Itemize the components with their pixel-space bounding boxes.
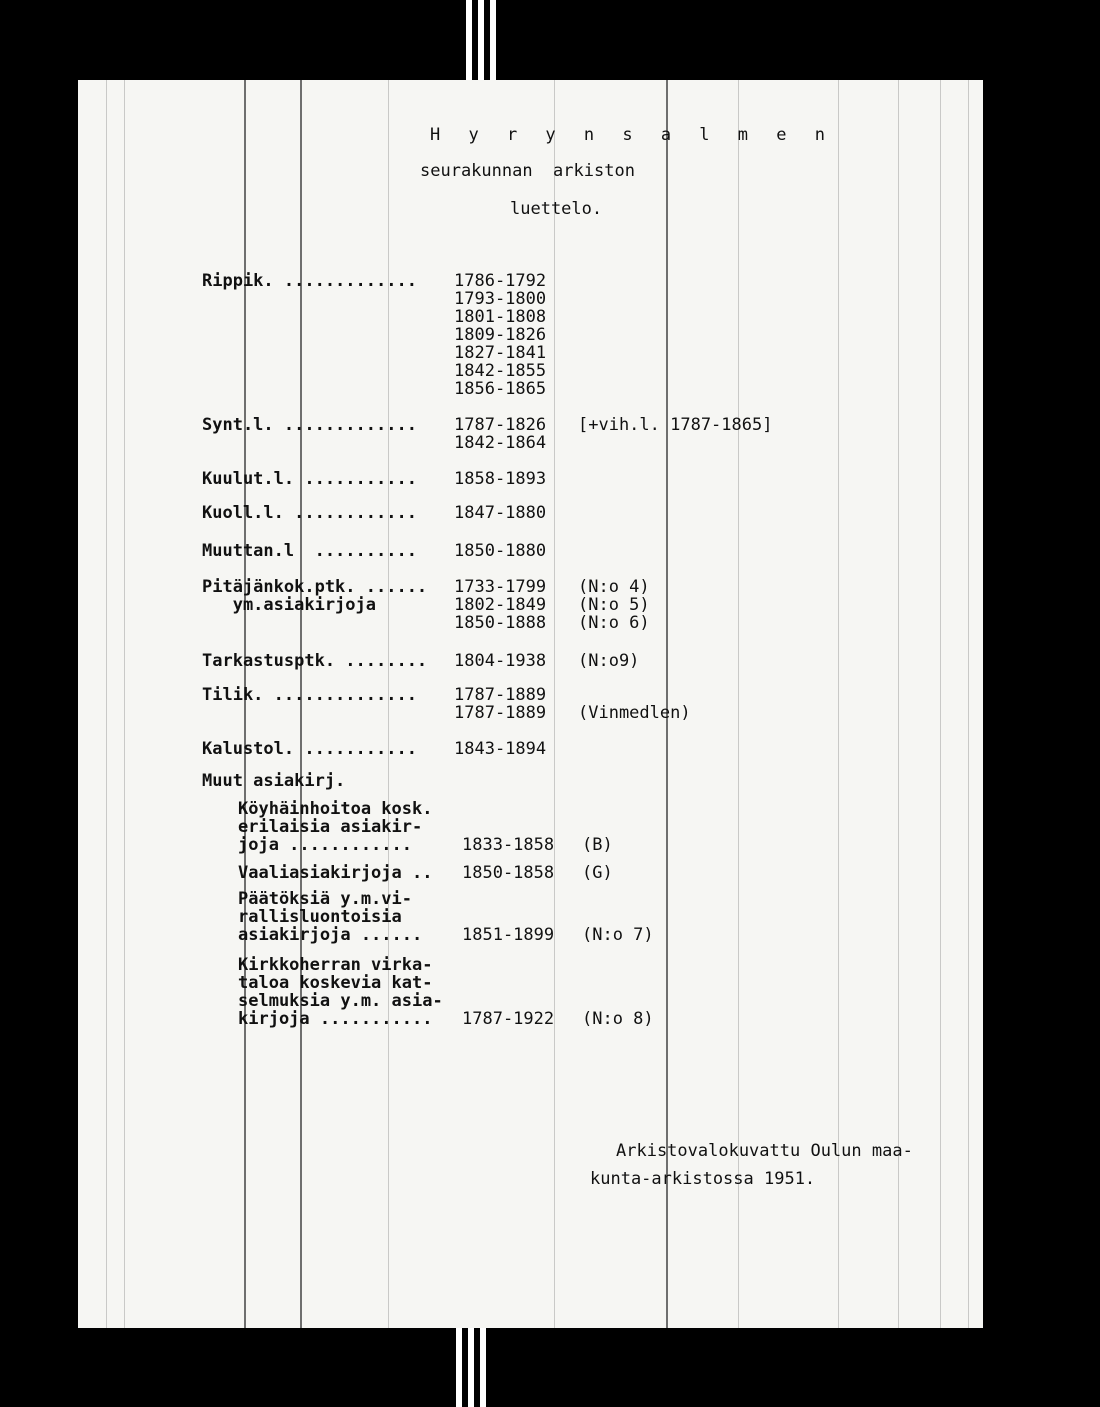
film-strip-top-mid <box>478 0 484 80</box>
muut-item-line: joja ............ <box>238 835 412 855</box>
row-note: (N:o9) <box>578 651 640 671</box>
title-line-2: seurakunnan arkiston <box>420 161 635 181</box>
footer-line-2: kunta-arkistossa 1951. <box>590 1169 816 1189</box>
row-year: 1842-1864 <box>454 433 547 453</box>
row-label: Synt.l. ............. <box>202 415 417 435</box>
film-strip-bottom-mid <box>468 1328 474 1407</box>
muut-item-line: asiakirjoja ...... <box>238 925 423 945</box>
row-label: Rippik. ............. <box>202 271 417 291</box>
row-year: 1858-1893 <box>454 469 547 489</box>
row-label: Tarkastusptk. ........ <box>202 651 428 671</box>
title-line-1: H y r y n s a l m e n <box>430 125 834 145</box>
row-year: 1827-1841 <box>454 343 547 363</box>
row-year: 1787-1826 <box>454 415 547 435</box>
row-label: ym.asiakirjoja <box>202 595 376 615</box>
row-year: 1847-1880 <box>454 503 547 523</box>
row-year: 1804-1938 <box>454 651 547 671</box>
muut-item-line: Päätöksiä y.m.vi- <box>238 889 412 909</box>
muut-item-years: 1833-1858 <box>462 835 555 855</box>
muut-item-note: (B) <box>582 835 613 855</box>
row-note: (N:o 5) <box>578 595 650 615</box>
document-page <box>78 80 983 1328</box>
film-strip-top-left <box>466 0 472 80</box>
row-year: 1786-1792 <box>454 271 547 291</box>
row-year: 1856-1865 <box>454 379 547 399</box>
row-year: 1733-1799 <box>454 577 547 597</box>
muut-item-years: 1851-1899 <box>462 925 555 945</box>
muut-item-line: taloa koskevia kat- <box>238 973 433 993</box>
row-year: 1843-1894 <box>454 739 547 759</box>
film-strip-bottom-left <box>456 1328 462 1407</box>
row-year: 1842-1855 <box>454 361 547 381</box>
row-year: 1801-1808 <box>454 307 547 327</box>
muut-item-line: kirjoja ........... <box>238 1009 433 1029</box>
muut-item-line: Vaaliasiakirjoja .. <box>238 863 433 883</box>
muut-item-line: Kirkkoherran virka- <box>238 955 433 975</box>
row-year: 1787-1889 <box>454 685 547 705</box>
muut-item-note: (N:o 7) <box>582 925 654 945</box>
row-year: 1802-1849 <box>454 595 547 615</box>
muut-item-line: Köyhäinhoitoa kosk. <box>238 799 433 819</box>
footer-line-1: Arkistovalokuvattu Oulun maa- <box>616 1141 913 1161</box>
film-strip-top-right <box>490 0 496 80</box>
row-note: (Vinmedlen) <box>578 703 691 723</box>
row-year: 1850-1888 <box>454 613 547 633</box>
row-label: Muuttan.l .......... <box>202 541 417 561</box>
muut-item-years: 1787-1922 <box>462 1009 555 1029</box>
row-label: Kuoll.l. ............ <box>202 503 417 523</box>
row-label: Pitäjänkok.ptk. ...... <box>202 577 428 597</box>
row-year: 1793-1800 <box>454 289 547 309</box>
muut-item-years: 1850-1858 <box>462 863 555 883</box>
row-note: [+vih.l. 1787-1865] <box>578 415 773 435</box>
muut-item-note: (G) <box>582 863 613 883</box>
row-note: (N:o 4) <box>578 577 650 597</box>
title-line-3: luettelo. <box>510 199 603 219</box>
muut-item-line: rallisluontoisia <box>238 907 402 927</box>
row-label: Kalustol. ........... <box>202 739 417 759</box>
row-note: (N:o 6) <box>578 613 650 633</box>
muut-heading: Muut asiakirj. <box>202 771 346 791</box>
muut-item-line: erilaisia asiakir- <box>238 817 423 837</box>
row-year: 1850-1880 <box>454 541 547 561</box>
row-year: 1809-1826 <box>454 325 547 345</box>
muut-item-note: (N:o 8) <box>582 1009 654 1029</box>
film-strip-bottom-right <box>480 1328 486 1407</box>
row-label: Kuulut.l. ........... <box>202 469 417 489</box>
row-label: Tilik. .............. <box>202 685 417 705</box>
row-year: 1787-1889 <box>454 703 547 723</box>
muut-item-line: selmuksia y.m. asia- <box>238 991 443 1011</box>
